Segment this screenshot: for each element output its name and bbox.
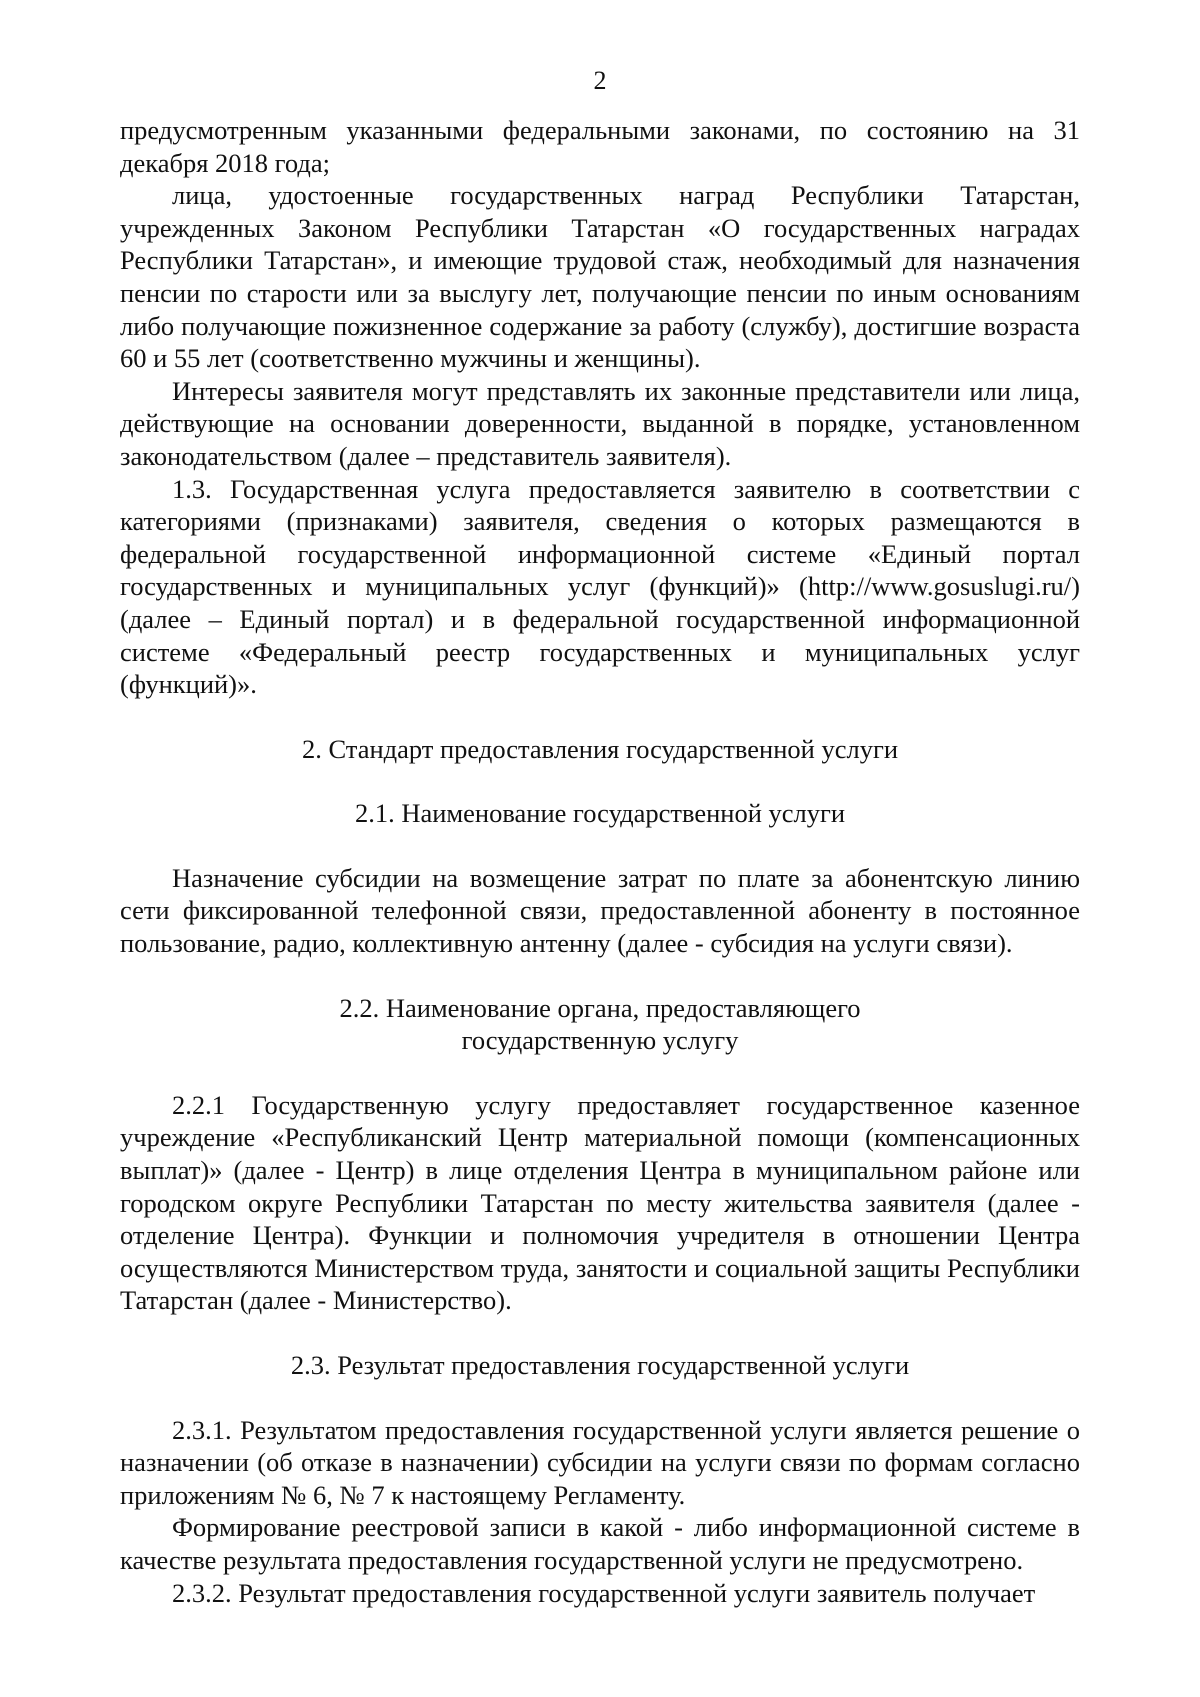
- section-2-3-heading: 2.3. Результат предоставления государственной услуги: [290, 1350, 910, 1380]
- page-number: 2: [593, 66, 607, 95]
- paragraph-intro-continuation: предусмотренным указанными федеральными законами, по состоянию на 31 декабря 2018 года;: [120, 115, 1080, 178]
- section-2-1-heading: 2.1. Наименование государственной услуги: [354, 798, 846, 829]
- section-2-heading: 2. Стандарт предоставления государственной услуги: [301, 733, 899, 764]
- section-2-2-heading-line2: государственную услугу: [461, 1025, 739, 1056]
- section-2-3-registry-text: Формирование реестровой записи в какой - либо информационной системе в качестве результата предоставления государственной услуги не предусмотрено.: [120, 1512, 1080, 1575]
- paragraph-awarded-persons: лица, удостоенные государственных наград Республики Татарстан, учрежденных Законом Республики Татарстан «О государственных наградах Республики Татарстан», и имеющие трудовой стаж, необходимый для назначения пенсии по старости или за выслугу лет, получающие пенсии по иным основаниям либо получающие пожизненное содержание за работу (службу), достигшие возраста 60 и 55 лет (соответственно мужчины и женщины).: [120, 180, 1080, 374]
- section-2-2-1-text: 2.2.1 Государственную услугу предоставляет государственное казенное учреждение «Республиканский Центр материальной помощи (компенсационных выплат)» (далее - Центр) в лице отделения Центра в муниципальном районе или городском округе Республики Татарстан по месту жительства заявителя (далее - отделение Центра). Функции и полномочия учредителя в отношении Центра осуществляются Министерством труда, занятости и социальной защиты Республики Татарстан (далее - Министерство).: [120, 1089, 1080, 1316]
- section-2-3-1-text: 2.3.1. Результатом предоставления государственной услуги является решение о назначении (об отказе в назначении) субсидии на услуги связи по формам согласно приложениям № 6, № 7 к настоящему Регламенту.: [120, 1414, 1080, 1510]
- section-2-1-text: Назначение субсидии на возмещение затрат по плате за абонентскую линию сети фиксированной телефонной связи, предоставленной абоненту в постоянное пользование, радио, коллективную антенну (далее - субсидия на услуги связи).: [120, 862, 1080, 959]
- document-body: [120, 114, 1080, 1609]
- paragraph-representatives: Интересы заявителя могут представлять их законные представители или лица, действующие на основании доверенности, выданной в порядке, установленном законодательством (далее – представитель заявителя).: [120, 375, 1080, 471]
- section-2-2-heading-line1: 2.2. Наименование органа, предоставляющего: [339, 992, 861, 1023]
- paragraph-1-3: 1.3. Государственная услуга предоставляется заявителю в соответствии с категориями (признаками) заявителя, сведения о которых размещаются в федеральной государственной информационной системе «Единый портал государственных и муниципальных услуг (функций)» (http://www.gosuslugi.ru/) (далее – Единый портал) и в федеральной государственной информационной системе «Федеральный реестр государственных и муниципальных услуг (функций)».: [120, 473, 1080, 700]
- section-2-3-2-text: 2.3.2. Результат предоставления государственной услуги заявитель получает: [172, 1577, 1036, 1608]
